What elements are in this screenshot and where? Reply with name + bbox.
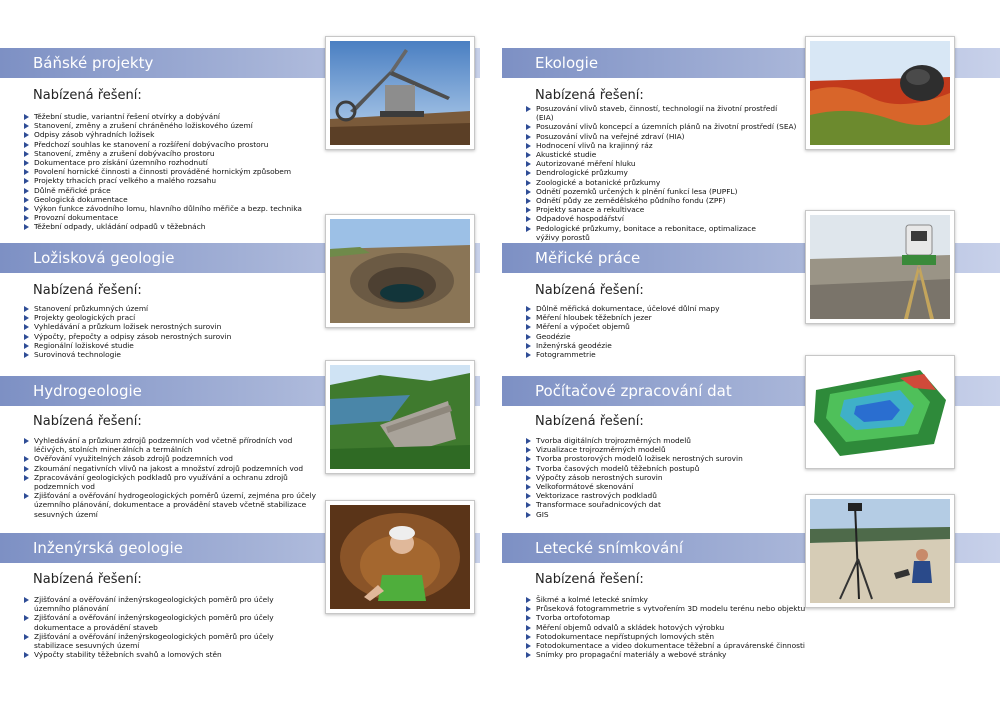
list-item: Transformace souřadnicových dat bbox=[525, 500, 795, 509]
list-item: Provozní dokumentace bbox=[23, 213, 323, 222]
list-item: Fotogrammetrie bbox=[525, 350, 795, 359]
list-item: Autorizované měření hluku bbox=[525, 159, 797, 168]
list-item: Odpisy zásob výhradních ložisek bbox=[23, 130, 323, 139]
photo-open-pit-mine bbox=[325, 214, 475, 328]
list-item: Geodézie bbox=[525, 332, 795, 341]
list-item: Dendrologické průzkumy bbox=[525, 168, 797, 177]
list-item: Těžební odpady, ukládání odpadů v těžebnách bbox=[23, 222, 323, 231]
list-item: Pedologické průzkumy, bonitace a rebonitace, optimalizace výživy porostů bbox=[525, 224, 761, 242]
list-item: Výpočty, přepočty a odpisy zásob nerostných surovin bbox=[23, 332, 323, 341]
list-item: Stanovení, změny a zrušení dobývacího prostoru bbox=[23, 149, 323, 158]
list-item: Šikmé a kolmé letecké snímky bbox=[525, 595, 810, 604]
list-item: Inženýrská geodézie bbox=[525, 341, 795, 350]
services-list-letecke-snimkovani bbox=[525, 595, 810, 659]
photo-3d-terrain-model bbox=[805, 355, 955, 469]
list-item: Důlně měřická dokumentace, účelové důlní mapy bbox=[525, 304, 795, 313]
photo-aerial-camera-mast bbox=[805, 494, 955, 608]
list-item: Fotodokumentace nepřístupných lomových stěn bbox=[525, 632, 810, 641]
list-item: Akustické studie bbox=[525, 150, 797, 159]
services-list-banske-projekty bbox=[23, 112, 323, 232]
list-item: Zjišťování a ověřování inženýrskogeologických poměrů pro účely dokumentace a provádění staveb bbox=[23, 613, 293, 631]
list-item: Vyhledávání a průzkum zdrojů podzemních vod včetně přírodních vod léčivých, stolních minerálních a termálních bbox=[23, 436, 319, 454]
offered-solutions-label: Nabízená řešení: bbox=[33, 283, 142, 298]
services-list-hydrogeologie bbox=[23, 436, 319, 519]
list-item: Stanovení, změny a zrušení chráněného ložiskového území bbox=[23, 121, 323, 130]
list-item: Tvorba prostorových modelů ložisek nerostných surovin bbox=[525, 454, 795, 463]
list-item: Těžební studie, variantní řešení otvírky a dobývání bbox=[23, 112, 323, 121]
photo-cave-explorer bbox=[325, 500, 475, 614]
list-item: Geologická dokumentace bbox=[23, 195, 323, 204]
services-list-mericke-prace bbox=[525, 304, 795, 359]
section-title: Inženýrská geologie bbox=[33, 539, 183, 557]
offered-solutions-label: Nabízená řešení: bbox=[535, 414, 644, 429]
photo-bucket-wheel-excavator bbox=[325, 36, 475, 150]
list-item: Zoologické a botanické průzkumy bbox=[525, 178, 797, 187]
offered-solutions-label: Nabízená řešení: bbox=[33, 572, 142, 587]
section-title: Měřické práce bbox=[535, 249, 641, 267]
photo-total-station bbox=[805, 210, 955, 324]
photo-dam-reservoir bbox=[325, 360, 475, 474]
list-item: Zpracovávání geologických podkladů pro využívání a ochranu zdrojů podzemních vod bbox=[23, 473, 319, 491]
list-item: Tvorba ortofotomap bbox=[525, 613, 810, 622]
list-item: Měření objemů odvalů a skládek hotových výrobku bbox=[525, 623, 810, 632]
list-item: Měření a výpočet objemů bbox=[525, 322, 795, 331]
list-item: Projekty geologických prací bbox=[23, 313, 323, 322]
list-item: Zjišťování a ověřování inženýrskogeologických poměrů pro účely územního plánování bbox=[23, 595, 293, 613]
offered-solutions-label: Nabízená řešení: bbox=[33, 88, 142, 103]
list-item: GIS bbox=[525, 510, 795, 519]
list-item: Odnětí půdy ze zemědělského půdního fondu (ZPF) bbox=[525, 196, 797, 205]
list-item: Vyhledávání a průzkum ložisek nerostných surovin bbox=[23, 322, 323, 331]
offered-solutions-label: Nabízená řešení: bbox=[535, 88, 644, 103]
offered-solutions-label: Nabízená řešení: bbox=[535, 283, 644, 298]
list-item: Regionální ložiskové studie bbox=[23, 341, 323, 350]
list-item: Odpadové hospodářství bbox=[525, 214, 797, 223]
list-item: Projekty trhacích prací velkého a malého rozsahu bbox=[23, 176, 323, 185]
list-item: Stanovení průzkumných území bbox=[23, 304, 323, 313]
section-title: Ekologie bbox=[535, 54, 599, 72]
services-list-pocitacove-zpracovani-dat bbox=[525, 436, 795, 519]
list-item: Měření hloubek těžebních jezer bbox=[525, 313, 795, 322]
list-item: Posuzování vlivů staveb, činností, technologií na životní prostředí (EIA) bbox=[525, 104, 797, 122]
section-title: Báňské projekty bbox=[33, 54, 154, 72]
list-item: Ověřování využitelných zásob zdrojů podzemních vod bbox=[23, 454, 319, 463]
list-item: Důlně měřické práce bbox=[23, 186, 323, 195]
photo-tundra-vegetation bbox=[805, 36, 955, 150]
offered-solutions-label: Nabízená řešení: bbox=[33, 414, 142, 429]
list-item: Zjišťování a ověřování hydrogeologických poměrů území, zejména pro účely územního plánování, dokumentace a provádění staveb včetně stabilizace sesuvných území bbox=[23, 491, 319, 519]
list-item: Snímky pro propagační materiály a webové stránky bbox=[525, 650, 810, 659]
list-item: Velkoformátové skenování bbox=[525, 482, 795, 491]
services-list-loziskova-geologie bbox=[23, 304, 323, 359]
list-item: Projekty sanace a rekultivace bbox=[525, 205, 797, 214]
list-item: Dokumentace pro získání územního rozhodnutí bbox=[23, 158, 323, 167]
section-title: Letecké snímkování bbox=[535, 539, 684, 557]
offered-solutions-label: Nabízená řešení: bbox=[535, 572, 644, 587]
list-item: Tvorba časových modelů těžebních postupů bbox=[525, 464, 795, 473]
list-item: Fotodokumentace a video dokumentace těžební a úpravárenské činnosti bbox=[525, 641, 810, 650]
list-item: Tvorba digitálních trojrozměrných modelů bbox=[525, 436, 795, 445]
list-item: Výpočty zásob nerostných surovin bbox=[525, 473, 795, 482]
list-item: Výkon funkce závodního lomu, hlavního důlního měřiče a bezp. technika bbox=[23, 204, 323, 213]
services-list-inzenyrska-geologie bbox=[23, 595, 293, 659]
section-title: Hydrogeologie bbox=[33, 382, 142, 400]
list-item: Posuzování vlivů koncepcí a územních plánů na životní prostředí (SEA) bbox=[525, 122, 797, 131]
list-item: Povolení hornické činnosti a činnosti prováděné hornickým způsobem bbox=[23, 167, 323, 176]
list-item: Vektorizace rastrových podkladů bbox=[525, 491, 795, 500]
list-item: Předchozí souhlas ke stanovení a rozšíření dobývacího prostoru bbox=[23, 140, 323, 149]
list-item: Hodnocení vlivů na krajinný ráz bbox=[525, 141, 797, 150]
list-item: Vizualizace trojrozměrných modelů bbox=[525, 445, 795, 454]
list-item: Průseková fotogrammetrie s vytvořením 3D modelu terénu nebo objektu bbox=[525, 604, 810, 613]
list-item: Odnětí pozemků určených k plnění funkcí lesa (PUPFL) bbox=[525, 187, 797, 196]
services-list-ekologie bbox=[525, 104, 797, 242]
list-item: Posuzování vlivů na veřejné zdraví (HIA) bbox=[525, 132, 797, 141]
list-item: Surovinová technologie bbox=[23, 350, 323, 359]
list-item: Zjišťování a ověřování inženýrskogeologických poměrů pro účely stabilizace sesuvných území bbox=[23, 632, 293, 650]
section-title: Počítačové zpracování dat bbox=[535, 382, 732, 400]
list-item: Zkoumání negativních vlivů na jakost a množství zdrojů podzemních vod bbox=[23, 464, 319, 473]
section-title: Ložisková geologie bbox=[33, 249, 175, 267]
list-item: Výpočty stability těžebních svahů a lomových stěn bbox=[23, 650, 293, 659]
